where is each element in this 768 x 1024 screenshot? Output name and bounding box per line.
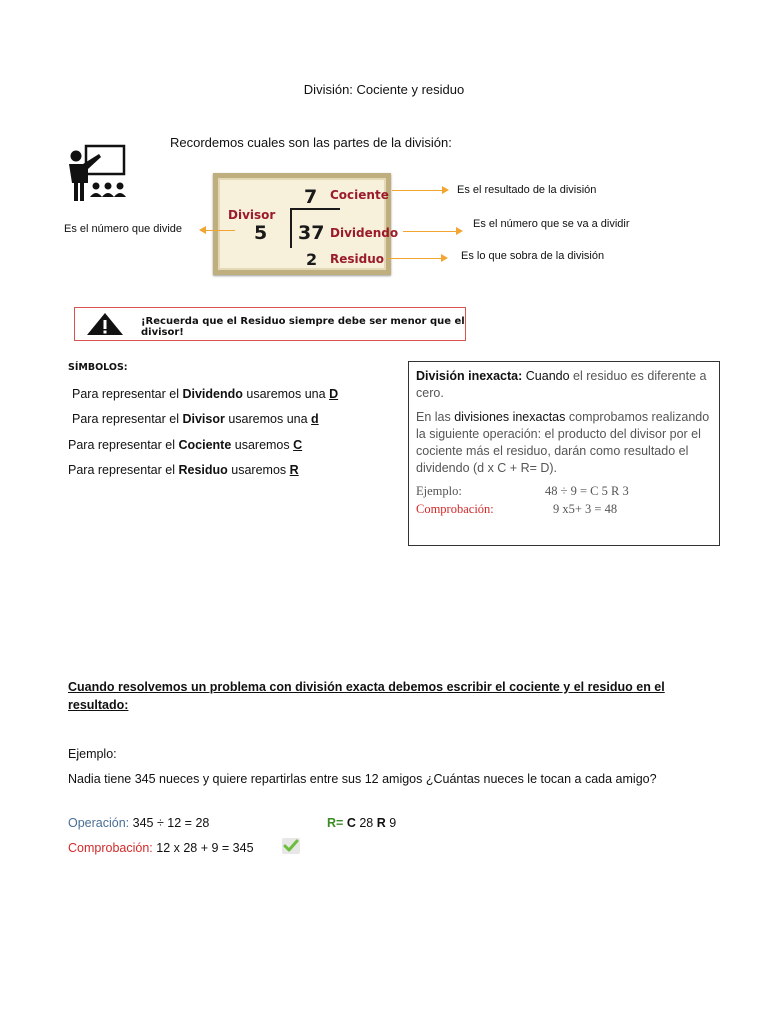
divisor-label: Divisor — [228, 208, 276, 222]
teacher-icon — [66, 144, 132, 206]
symbol-term: Residuo — [178, 463, 228, 477]
cociente-arrow — [392, 190, 442, 191]
inexact-text: Cuando — [522, 369, 570, 383]
explanation-text: En las — [416, 410, 455, 424]
dividendo-value: 37 — [298, 222, 325, 244]
result-r-value: 9 — [385, 816, 397, 830]
example-value: 48 ÷ 9 = C 5 R 3 — [545, 484, 629, 498]
intro-text: Recordemos cuales son las partes de la división: — [170, 135, 452, 150]
symbol-text: Para representar el — [68, 463, 179, 477]
dividendo-arrow — [403, 231, 456, 232]
divisor-annotation: Es el número que divide — [64, 223, 183, 235]
symbol-term: Dividendo — [182, 387, 243, 401]
residuo-arrow — [388, 258, 441, 259]
symbol-term: Cociente — [178, 438, 232, 452]
residuo-annotation: Es lo que sobra de la división — [461, 250, 605, 262]
inexact-definition — [416, 368, 712, 402]
symbol-line-divisor — [72, 412, 319, 426]
operation-label: Operación: — [68, 816, 130, 830]
symbol-text: usaremos — [231, 438, 294, 452]
symbol-line-cociente — [68, 438, 302, 452]
symbol-letter: C — [293, 438, 303, 452]
check-value: 9 x5+ 3 = 48 — [553, 502, 618, 516]
inexact-explanation — [416, 409, 712, 477]
residuo-label: Residuo — [330, 252, 385, 266]
dividendo-annotation: Es el número que se va a dividir — [473, 218, 630, 230]
operation-row — [68, 814, 209, 832]
arrow-left-icon — [199, 226, 206, 234]
divisor-value: 5 — [254, 222, 268, 244]
result-r-label: R= — [327, 816, 344, 830]
symbol-line-dividendo — [72, 387, 338, 401]
inexact-text: el residuo es diferente a cero. — [416, 369, 707, 400]
check-result-label: Comprobación: — [68, 841, 153, 855]
symbol-text: Para representar el — [72, 412, 183, 426]
inexact-term: División inexacta: — [416, 369, 523, 383]
symbol-text: Para representar el — [72, 387, 183, 401]
arrow-right-icon — [442, 186, 449, 194]
explanation-text: comprobamos realizando la siguiente operación: el producto del divisor por el cociente más el residuo, darán como resultado el dividendo (d x C + R= D). — [416, 410, 710, 475]
example-label: Ejemplo: — [416, 484, 462, 498]
symbol-text: usaremos una — [242, 387, 330, 401]
inexact-division-box — [408, 361, 720, 546]
symbol-text: Para representar el — [68, 438, 179, 452]
warning-box — [74, 307, 466, 341]
warning-icon — [85, 312, 125, 336]
symbols-heading: SÍMBOLOS: — [68, 362, 128, 373]
arrow-right-icon — [441, 254, 448, 262]
symbol-text: usaremos una — [224, 412, 312, 426]
result-row — [327, 814, 396, 832]
symbol-term: Divisor — [182, 412, 225, 426]
warning-text: ¡Recuerda que el Residuo siempre debe ser menor que el divisor! — [141, 316, 465, 338]
division-bar-horizontal — [290, 208, 340, 210]
residuo-value: 2 — [306, 250, 318, 269]
result-c-label: C — [346, 816, 356, 830]
problem-text: Nadia tiene 345 nueces y quiere repartirlas entre sus 12 amigos ¿Cuántas nueces le tocan a cada amigo? — [68, 772, 657, 786]
example-row — [416, 484, 712, 502]
symbol-letter: D — [329, 387, 339, 401]
result-c-value: 28 — [355, 816, 377, 830]
symbol-letter: R — [289, 463, 299, 477]
explanation-term: divisiones inexactas — [454, 410, 566, 424]
dividendo-label: Dividendo — [330, 226, 399, 240]
operation-value: 345 ÷ 12 = 28 — [129, 816, 210, 830]
cociente-annotation: Es el resultado de la división — [457, 184, 597, 196]
cociente-label: Cociente — [330, 188, 389, 202]
cociente-value: 7 — [304, 186, 318, 208]
symbol-letter: d — [311, 412, 319, 426]
symbol-text: usaremos — [227, 463, 290, 477]
section-heading: Cuando resolvemos un problema con división exacta debemos escribir el cociente y el residuo en el resultado: — [68, 680, 665, 712]
checkmark-icon — [282, 838, 300, 854]
division-bar-vertical — [290, 208, 292, 248]
check-row — [416, 502, 712, 520]
example-heading: Ejemplo: — [68, 747, 117, 761]
division-diagram — [213, 173, 399, 275]
arrow-right-icon — [456, 227, 463, 235]
check-result-value: 12 x 28 + 9 = 345 — [152, 841, 254, 855]
symbol-line-residuo — [68, 463, 299, 477]
page-title: División: Cociente y residuo — [303, 82, 465, 97]
result-r2-label: R — [376, 816, 386, 830]
check-label: Comprobación: — [416, 502, 494, 516]
divisor-arrow — [205, 230, 235, 231]
check-result-row — [68, 839, 254, 857]
